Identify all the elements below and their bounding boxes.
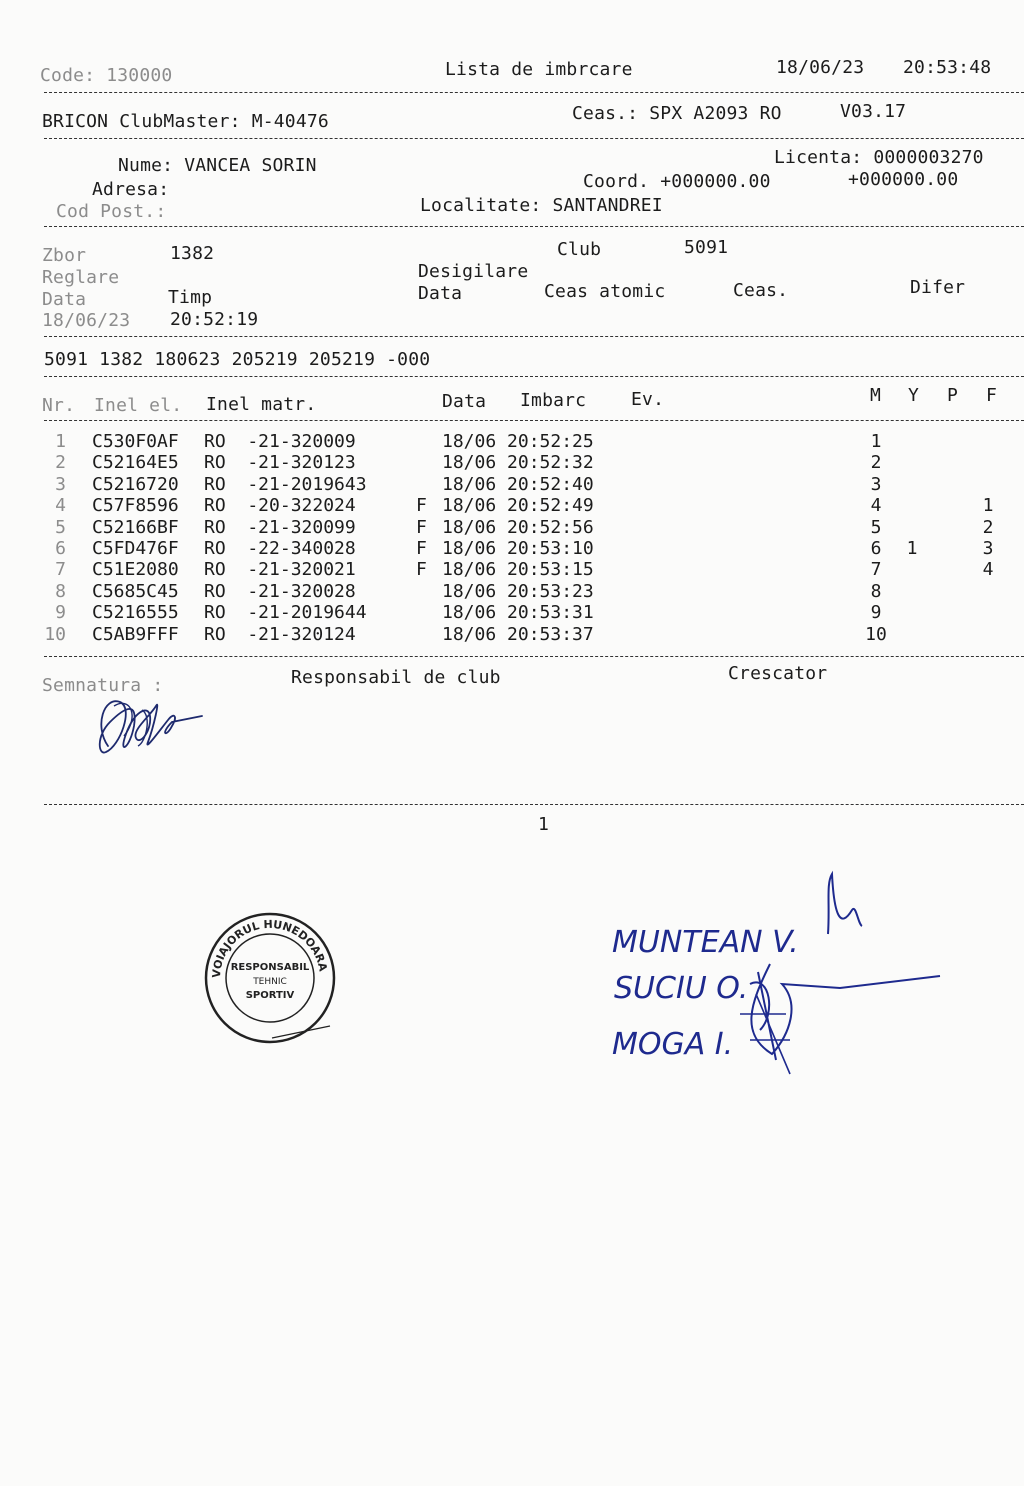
- col-inel-el: Inel el.: [94, 395, 183, 416]
- basketing-datetime: 18/06 20:52:25: [442, 431, 594, 452]
- col-y: Y: [908, 385, 920, 406]
- data-label: Data: [42, 289, 87, 310]
- header-time: 20:53:48: [903, 57, 992, 78]
- svg-text:RESPONSABIL: RESPONSABIL: [230, 962, 310, 973]
- difer-label: Difer: [910, 277, 966, 298]
- reglare-time-value: 20:52:19: [170, 309, 259, 330]
- electronic-ring: C5685C45: [92, 580, 179, 602]
- row-number: 5: [55, 516, 66, 538]
- divider: [44, 226, 1024, 227]
- registration-ring: RO -21-320021: [204, 559, 356, 581]
- f-cell: 3: [982, 538, 994, 559]
- zbor-value: 1382: [170, 243, 215, 264]
- owner-name: Nume: VANCEA SORIN: [118, 155, 317, 176]
- m-cell: 7: [870, 559, 882, 581]
- m-cell: 6: [870, 538, 882, 559]
- m-cell: 2: [870, 452, 882, 474]
- electronic-ring: C52164E5: [92, 452, 179, 474]
- ceas-col-label: Ceas.: [733, 280, 789, 301]
- row-number: 1: [55, 431, 66, 452]
- row-number: 3: [55, 473, 66, 495]
- table-row: [44, 495, 1004, 516]
- registration-ring: RO -21-320123: [204, 452, 356, 474]
- electronic-ring: C51E2080: [92, 559, 179, 581]
- registration-ring: RO -20-322024: [204, 495, 356, 517]
- m-cell: 10: [865, 623, 887, 645]
- svg-text:SPORTIV: SPORTIV: [245, 990, 295, 1001]
- electronic-ring: C5216555: [92, 602, 179, 624]
- reglare-label: Reglare: [42, 267, 120, 288]
- basketing-datetime: 18/06 20:52:32: [442, 452, 594, 474]
- handwritten-name-2: SUCIU O.: [614, 971, 749, 1006]
- f-cell: 1: [982, 495, 994, 517]
- owner-locality: Localitate: SANTANDREI: [420, 195, 663, 216]
- col-ev: Ev.: [631, 389, 665, 410]
- divider: [44, 804, 1024, 805]
- handwritten-name-3: MOGA I.: [612, 1027, 734, 1062]
- club-stamp: [200, 908, 340, 1048]
- registration-ring: RO -21-320124: [204, 623, 356, 645]
- table-row: [44, 517, 1004, 538]
- basketing-datetime: 18/06 20:53:23: [442, 580, 594, 602]
- club-value: 5091: [684, 237, 729, 258]
- reglare-date-value: 18/06/23: [42, 310, 131, 331]
- col-p: P: [947, 385, 959, 406]
- basketing-datetime: 18/06 20:53:31: [442, 602, 594, 624]
- header-date: 18/06/23: [776, 57, 865, 78]
- divider: [44, 420, 1024, 421]
- row-number: 7: [55, 559, 66, 581]
- divider: [44, 656, 1024, 657]
- table-row: [44, 559, 1004, 580]
- m-cell: 1: [870, 431, 882, 452]
- registration-ring: RO -21-2019644: [204, 602, 367, 624]
- owner-license: Licenta: 0000003270: [774, 147, 984, 168]
- col-inel-matr: Inel matr.: [206, 394, 317, 415]
- basketing-datetime: 18/06 20:53:10: [442, 538, 594, 559]
- f-cell: 2: [982, 516, 994, 538]
- electronic-ring: C52166BF: [92, 516, 179, 538]
- electronic-ring: C5FD476F: [92, 538, 179, 559]
- m-cell: 9: [870, 602, 882, 624]
- col-f: F: [986, 385, 998, 406]
- basketing-datetime: 18/06 20:52:49: [442, 495, 594, 517]
- electronic-ring: C5AB9FFF: [92, 623, 179, 645]
- row-number: 9: [55, 602, 66, 624]
- signature-scribble: [90, 686, 210, 766]
- table-row: [44, 624, 1004, 645]
- f-cell: 4: [982, 559, 994, 581]
- m-cell: 3: [870, 473, 882, 495]
- basketing-datetime: 18/06 20:52:56: [442, 516, 594, 538]
- table-row: [44, 581, 1004, 602]
- registration-ring: RO -21-320099: [204, 516, 356, 538]
- club-label: Club: [557, 239, 602, 260]
- handwritten-names: [600, 864, 960, 1084]
- flag-cell: F: [416, 538, 427, 559]
- table-row: [44, 538, 1004, 559]
- flag-cell: F: [416, 516, 427, 538]
- table-row: [44, 474, 1004, 495]
- timp-label: Timp: [168, 287, 213, 308]
- electronic-ring: C57F8596: [92, 495, 179, 517]
- m-cell: 8: [870, 580, 882, 602]
- club-master-label: BRICON ClubMaster: M-40476: [42, 111, 329, 132]
- m-cell: 5: [870, 516, 882, 538]
- col-nr: Nr.: [42, 395, 76, 416]
- svg-text:TEHNIC: TEHNIC: [253, 977, 287, 987]
- owner-coord: Coord. +000000.00: [583, 171, 771, 192]
- owner-address: Adresa:: [92, 179, 170, 200]
- row-number: 8: [55, 580, 66, 602]
- table-row: [44, 602, 1004, 623]
- desigilare-data-label: Data: [418, 283, 463, 304]
- version-label: V03.17: [840, 101, 907, 122]
- page-number: 1: [538, 814, 550, 835]
- table-row: [44, 431, 1004, 452]
- electronic-ring: C530F0AF: [92, 431, 179, 452]
- registration-ring: RO -21-320009: [204, 431, 356, 452]
- col-m: M: [870, 385, 882, 406]
- row-number: 10: [44, 623, 66, 645]
- owner-postcode: Cod Post.:: [56, 201, 167, 222]
- col-imbarc: Imbarc: [520, 390, 587, 411]
- signature-label: Semnatura :: [42, 675, 164, 696]
- ceas-label: Ceas.: SPX A2093 RO: [572, 103, 782, 124]
- flight-code-line: 5091 1382 180623 205219 205219 -000: [44, 349, 431, 370]
- document-title: Lista de imbrcare: [445, 59, 633, 80]
- code-label: Code: 130000: [40, 65, 173, 86]
- flag-cell: F: [416, 495, 427, 517]
- breeder-label: Crescator: [728, 663, 828, 684]
- desigilare-label: Desigilare: [418, 261, 529, 282]
- club-responsible-label: Responsabil de club: [291, 667, 501, 688]
- registration-ring: RO -22-340028: [204, 538, 356, 559]
- row-number: 6: [55, 538, 66, 559]
- divider: [44, 92, 1024, 93]
- basketing-datetime: 18/06 20:53:37: [442, 623, 594, 645]
- registration-ring: RO -21-2019643: [204, 473, 367, 495]
- flag-cell: F: [416, 559, 427, 581]
- basketing-datetime: 18/06 20:53:15: [442, 559, 594, 581]
- svg-text:VOIAJORUL HUNEDOARA: VOIAJORUL HUNEDOARA: [209, 917, 330, 979]
- table-row: [44, 452, 1004, 473]
- divider: [44, 336, 1024, 337]
- basketing-datetime: 18/06 20:52:40: [442, 473, 594, 495]
- divider: [44, 376, 1024, 377]
- registration-ring: RO -21-320028: [204, 580, 356, 602]
- ceas-atomic-label: Ceas atomic: [544, 281, 666, 302]
- divider: [44, 138, 1024, 139]
- row-number: 2: [55, 452, 66, 474]
- y-cell: 1: [906, 538, 918, 559]
- owner-coord-2: +000000.00: [848, 169, 959, 190]
- m-cell: 4: [870, 495, 882, 517]
- handwritten-name-1: MUNTEAN V.: [612, 925, 799, 960]
- col-data: Data: [442, 391, 487, 412]
- zbor-label: Zbor: [42, 245, 87, 266]
- row-number: 4: [55, 495, 66, 517]
- electronic-ring: C5216720: [92, 473, 179, 495]
